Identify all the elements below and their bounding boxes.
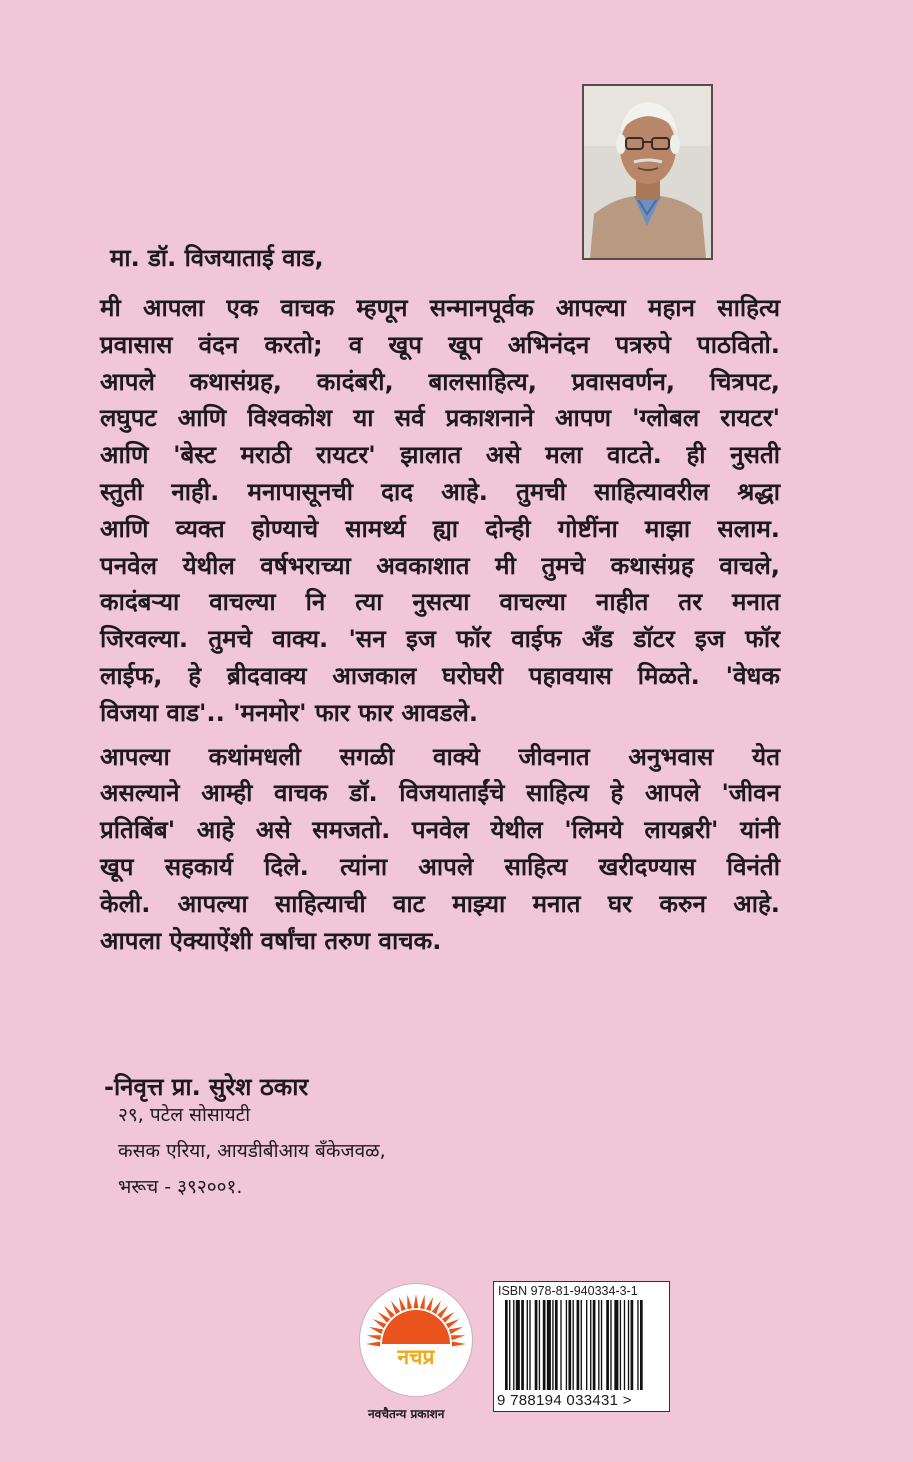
signature: -निवृत्त प्रा. सुरेश ठकार: [104, 1073, 309, 1101]
letter-line: लाईफ, हे ब्रीदवाक्य आजकाल घरोघरी पहावयास मिळते. 'वेधक: [100, 661, 780, 690]
barcode-bar: [631, 1300, 634, 1390]
logo-letters: नचप्र: [397, 1345, 435, 1369]
barcode-bar: [640, 1300, 643, 1390]
barcode-bar: [513, 1300, 514, 1390]
sun-ray: [367, 1335, 381, 1340]
barcode-bar: [573, 1300, 574, 1390]
sun-ray: [407, 1295, 412, 1309]
barcode-bar: [586, 1300, 587, 1390]
sun-logo-icon: [360, 1284, 472, 1396]
publisher-name: नवचैतन्य प्रकाशन: [368, 1407, 445, 1421]
barcode-bar: [552, 1300, 553, 1390]
letter-line: आणि व्यक्त होण्याचे सामर्थ्य ह्या दोन्ही गोष्टींना माझा सलाम.: [100, 514, 780, 543]
sun-ray: [449, 1327, 463, 1334]
barcode-bar: [547, 1300, 551, 1390]
barcode-bar: [606, 1300, 609, 1390]
letter-line: आणि 'बेस्ट मराठी रायटर' झालात असे मला वाटते. ही नुसती: [100, 441, 780, 470]
letter-line: प्रतिबिंब' आहे असे समजतो. पनवेल येथील 'लिमये लायब्ररी' यांनी: [100, 816, 780, 845]
sun-ray: [391, 1301, 400, 1315]
salutation: मा. डॉ. विजयाताई वाड,: [110, 244, 324, 272]
letter-line: केली. आपल्या साहित्याची वाट माझ्या मनात घर करुन आहे.: [100, 889, 780, 918]
letter-line: पनवेल येथील वर्षभराच्या अवकाशात मी तुमचे कथासंग्रह वाचले,: [100, 551, 780, 580]
letter-line: स्तुती नाही. मनापासूनची दाद आहे. तुमची साहित्यावरील श्रद्धा: [100, 477, 780, 506]
barcode-bar: [590, 1300, 591, 1390]
sun-ray: [432, 1301, 441, 1315]
barcode-bar: [624, 1300, 625, 1390]
barcode-bars: [497, 1300, 667, 1392]
address-line: २९, पटेल सोसायटी: [118, 1104, 251, 1126]
address-line: भरूच - ३९२००१.: [118, 1176, 243, 1198]
barcode-bar: [628, 1300, 629, 1390]
barcode-bar: [505, 1300, 508, 1390]
barcode-bar: [593, 1300, 596, 1390]
letter-line: जिरवल्या. तुमचे वाक्य. 'सन इज फॉर वाईफ अँड डॉटर इज फॉर: [100, 625, 780, 654]
letter-line: प्रवासास वंदन करतो; व खूप खूप अभिनंदन पत्ररुपे पाठवितो.: [100, 330, 780, 359]
letter-line: आपले कथासंग्रह, कादंबरी, बालसाहित्य, प्रवासवर्णन, चित्रपट,: [100, 367, 780, 396]
letter-line: आपला ऐक्याऐंशी वर्षांचा तरुण वाचक.: [100, 926, 442, 955]
sun-ray: [414, 1294, 419, 1308]
sun-ray: [451, 1335, 465, 1340]
isbn-digits: 9 788194 033431 >: [497, 1392, 632, 1409]
letter-line: कादंबऱ्या वाचल्या नि त्या नुसत्या वाचल्या नाहीत तर मनात: [100, 588, 780, 617]
author-photo: [582, 84, 713, 260]
barcode-bar: [601, 1300, 602, 1390]
barcode-bar: [543, 1300, 546, 1390]
sun-ray: [373, 1319, 387, 1328]
author-portrait-image: [584, 86, 711, 258]
barcode-bar: [535, 1300, 538, 1390]
letter-body: [100, 290, 780, 959]
barcode-bar: [529, 1300, 530, 1390]
letter-line: आपल्या कथांमधली सगळी वाक्ये जीवनात अनुभवास येत: [100, 742, 780, 771]
barcode-bar: [539, 1300, 540, 1390]
sun-ray: [452, 1342, 466, 1347]
barcode-bar: [516, 1300, 520, 1390]
sun-ray: [384, 1306, 395, 1318]
publisher-logo: [359, 1283, 473, 1397]
barcode-bar: [581, 1300, 582, 1390]
isbn-barcode: [493, 1281, 670, 1412]
sun-ray: [446, 1319, 460, 1328]
letter-line: मी आपला एक वाचक म्हणून सन्मानपूर्वक आपल्या महान साहित्य: [100, 294, 780, 322]
barcode-bar: [637, 1300, 638, 1390]
letter-line: खूप सहकार्य दिले. त्यांना आपले साहित्य खरीदण्यास विनंती: [100, 852, 780, 881]
sun-ray: [366, 1342, 380, 1347]
barcode-bar: [610, 1300, 611, 1390]
isbn-label: ISBN 978-81-940334-3-1: [498, 1284, 638, 1298]
barcode-bar: [527, 1300, 528, 1390]
letter-line: असल्याने आम्ही वाचक डॉ. विजयाताईंचे साहित्य हे आपले 'जीवन: [100, 779, 780, 808]
barcode-bar: [598, 1300, 599, 1390]
letter-line: लघुपट आणि विश्वकोश या सर्व प्रकाशनाने आपण 'ग्लोबल रायटर': [100, 404, 780, 433]
sun-ray: [399, 1297, 406, 1311]
barcode-bar: [614, 1300, 618, 1390]
letter-line: विजया वाड'.. 'मनमोर' फार फार आवडले.: [100, 698, 479, 727]
barcode-bar: [577, 1300, 580, 1390]
sun-ray: [420, 1295, 425, 1309]
barcode-bar: [566, 1300, 567, 1390]
barcode-bar: [620, 1300, 621, 1390]
address-line: कसक एरिया, आयडीबीआय बँकेजवळ,: [118, 1140, 386, 1162]
sun-ray: [437, 1306, 448, 1318]
sun-ray: [426, 1297, 433, 1311]
sun-ray: [442, 1312, 454, 1323]
sun-ray: [378, 1312, 390, 1323]
barcode-bar: [560, 1300, 561, 1390]
barcode-bar: [568, 1300, 571, 1390]
sun-ray: [369, 1327, 383, 1334]
barcode-bar: [555, 1300, 558, 1390]
barcode-bar: [509, 1300, 510, 1390]
barcode-bar: [521, 1300, 524, 1390]
